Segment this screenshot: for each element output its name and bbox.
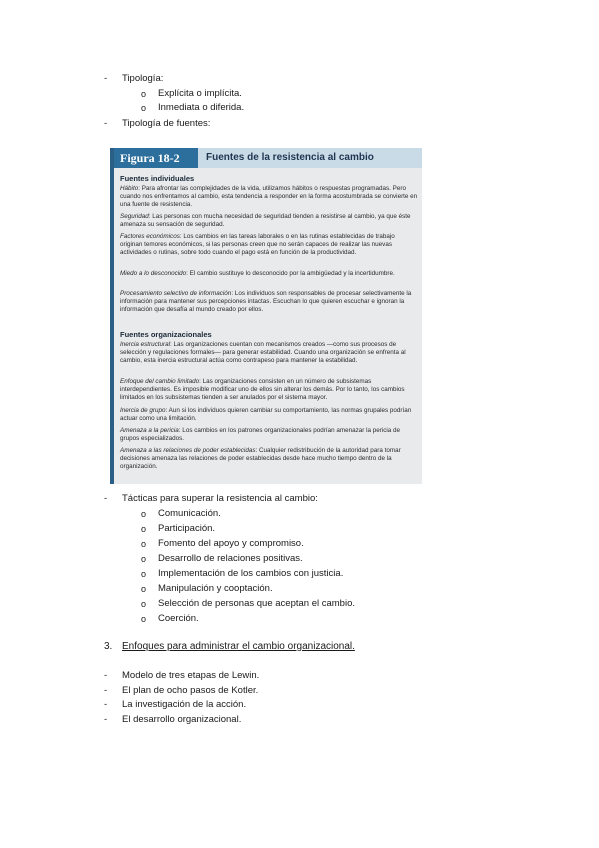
figure-box [110,148,422,484]
tipologia-item: Explícita o implícita. [158,88,242,99]
tactica-item: Manipulación y cooptación. [158,583,273,594]
tactica-item: Comunicación. [158,508,221,519]
tactica-item: Implementación de los cambios con justicia. [158,568,344,579]
figure-section-heading: Fuentes individuales [120,174,195,183]
tactica-item: Coerción. [158,613,199,624]
dash-marker: - [104,699,108,710]
section-title: Enfoques para administrar el cambio organizacional. [122,641,355,652]
bullet-marker: o [141,614,147,624]
tactica-item: Participación. [158,523,216,534]
tacticas-label: Tácticas para superar la resistencia al cambio: [122,493,318,504]
enfoque-item: El desarrollo organizacional. [122,714,242,725]
dash-marker: - [104,670,108,681]
dash-marker: - [104,73,108,84]
figure-paragraph: Enfoque del cambio limitado: Las organizaciones consisten en un número de subsistemas interdependientes. Es imposible modificar uno de ellos sin alterar los demás. Por lo tanto, los cambios limitados en los subsistemas tienden a ser anulados por el sistema mayor. [120,378,405,402]
bullet-marker: o [141,539,147,549]
figure-paragraph: Amenaza a la pericia: Los cambios en los patrones organizacionales podrían amenazar la pericia de grupos especializados. [120,427,401,443]
dash-marker: - [104,118,108,129]
enfoque-item: El plan de ocho pasos de Kotler. [122,685,259,696]
figure-section-heading: Fuentes organizacionales [120,330,212,339]
bullet-marker: o [141,524,147,534]
tactica-item: Fomento del apoyo y compromiso. [158,538,304,549]
bullet-marker: o [141,599,147,609]
bullet-marker: o [141,569,147,579]
figure-tag: Figura 18-2 [114,148,198,168]
bullet-marker: o [141,554,147,564]
bullet-marker: o [141,103,147,113]
tipologia-label: Tipología: [122,73,164,84]
dash-marker: - [104,493,108,504]
figure-paragraph: Amenaza a las relaciones de poder establecidas: Cualquier redistribución de la autoridad para tomar decisiones amenaza las relaciones de poder establecidas desde hace mucho tiempo dentro de la organización. [120,447,401,471]
figure-paragraph: Seguridad: Las personas con mucha necesidad de seguridad tienden a resistirse al cambio, ya que éste amenaza su sensación de seguridad. [120,213,411,229]
figure-paragraph: Factores económicos: Los cambios en las tareas laborales o en las rutinas establecidas de trabajo originan temores económicos, si las personas creen que no serán capaces de realizar las nuevas actividades o rutinas, sobre todo cuando el pago está en función de la productividad. [120,233,395,257]
tactica-item: Desarrollo de relaciones positivas. [158,553,303,564]
figure-paragraph: Procesamiento selectivo de información: Los individuos son responsables de procesar selectivamente la información para mantener sus percepciones intactas. Escuchan lo que quieren escuchar e ignoran la información que desafía al mundo creado por ellos. [120,290,412,314]
figure-title: Fuentes de la resistencia al cambio [206,152,374,163]
enfoque-item: La investigación de la acción. [122,699,247,710]
tipologia-fuentes-label: Tipología de fuentes: [122,118,211,129]
figure-paragraph: Miedo a lo desconocido: El cambio sustituye lo desconocido por la ambigüedad y la incertidumbre. [120,270,395,277]
bullet-marker: o [141,584,147,594]
tactica-item: Selección de personas que aceptan el cambio. [158,598,355,609]
tipologia-item: Inmediata o diferida. [158,102,245,113]
figure-header [114,148,422,168]
dash-marker: - [104,714,108,725]
figure-paragraph: Inercia de grupo: Aun si los individuos quieren cambiar su comportamiento, las normas grupales podrían actuar como una limitación. [120,407,412,423]
bullet-marker: o [141,509,147,519]
section-number: 3. [104,641,113,652]
figure-paragraph: Hábito: Para afrontar las complejidades de la vida, utilizamos hábitos o respuestas programadas. Pero cuando nos enfrentamos al cambio, esta tendencia a responder en la forma acostumbrada se convierte en una fuente de resistencia. [120,185,418,209]
enfoque-item: Modelo de tres etapas de Lewin. [122,670,260,681]
dash-marker: - [104,685,108,696]
figure-paragraph: Inercia estructural: Las organizaciones cuentan con mecanismos creados —como sus procesos de selección y regulaciones formales— para generar estabilidad. Cuando una organización se enfrenta al cambio, esta inercia estructural actúa como contrapeso para mantener la estabilidad. [120,341,406,365]
bullet-marker: o [141,89,147,99]
